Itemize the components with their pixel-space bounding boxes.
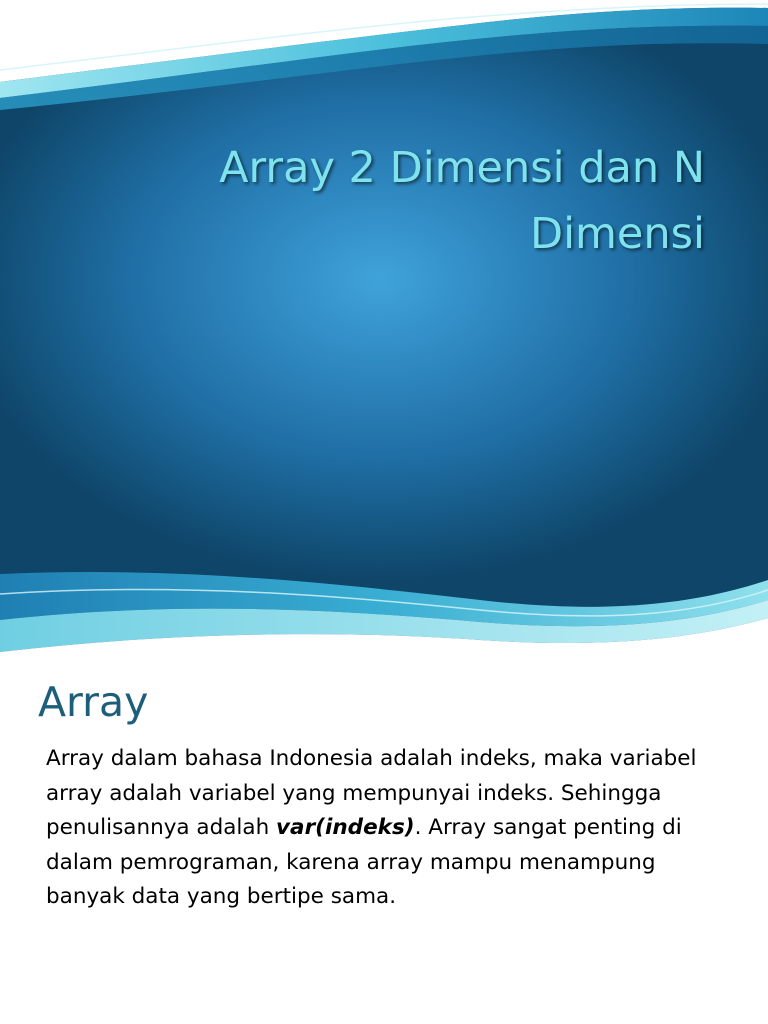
paragraph-text-2: . Array sangat penting di dalam pemrograman, karena array mampu menampung banyak data yang bertipe sama.	[46, 815, 682, 909]
slide-title-line-1: Array 2 Dimensi dan N	[219, 143, 705, 193]
slide-title	[110, 135, 705, 267]
top-wave-decoration	[0, 0, 768, 110]
bottom-wave-decoration	[0, 560, 768, 662]
content-slide	[0, 662, 768, 1024]
content-paragraph	[46, 742, 736, 915]
emphasized-term: var(indeks)	[276, 815, 415, 840]
content-heading: Array	[38, 678, 149, 726]
paragraph-text-1: Array dalam bahasa Indonesia adalah indeks, maka variabel array adalah variabel yang mempunyai indeks. Sehingga penulisannya adalah	[46, 746, 697, 840]
slide-title-line-2: Dimensi	[529, 209, 705, 259]
